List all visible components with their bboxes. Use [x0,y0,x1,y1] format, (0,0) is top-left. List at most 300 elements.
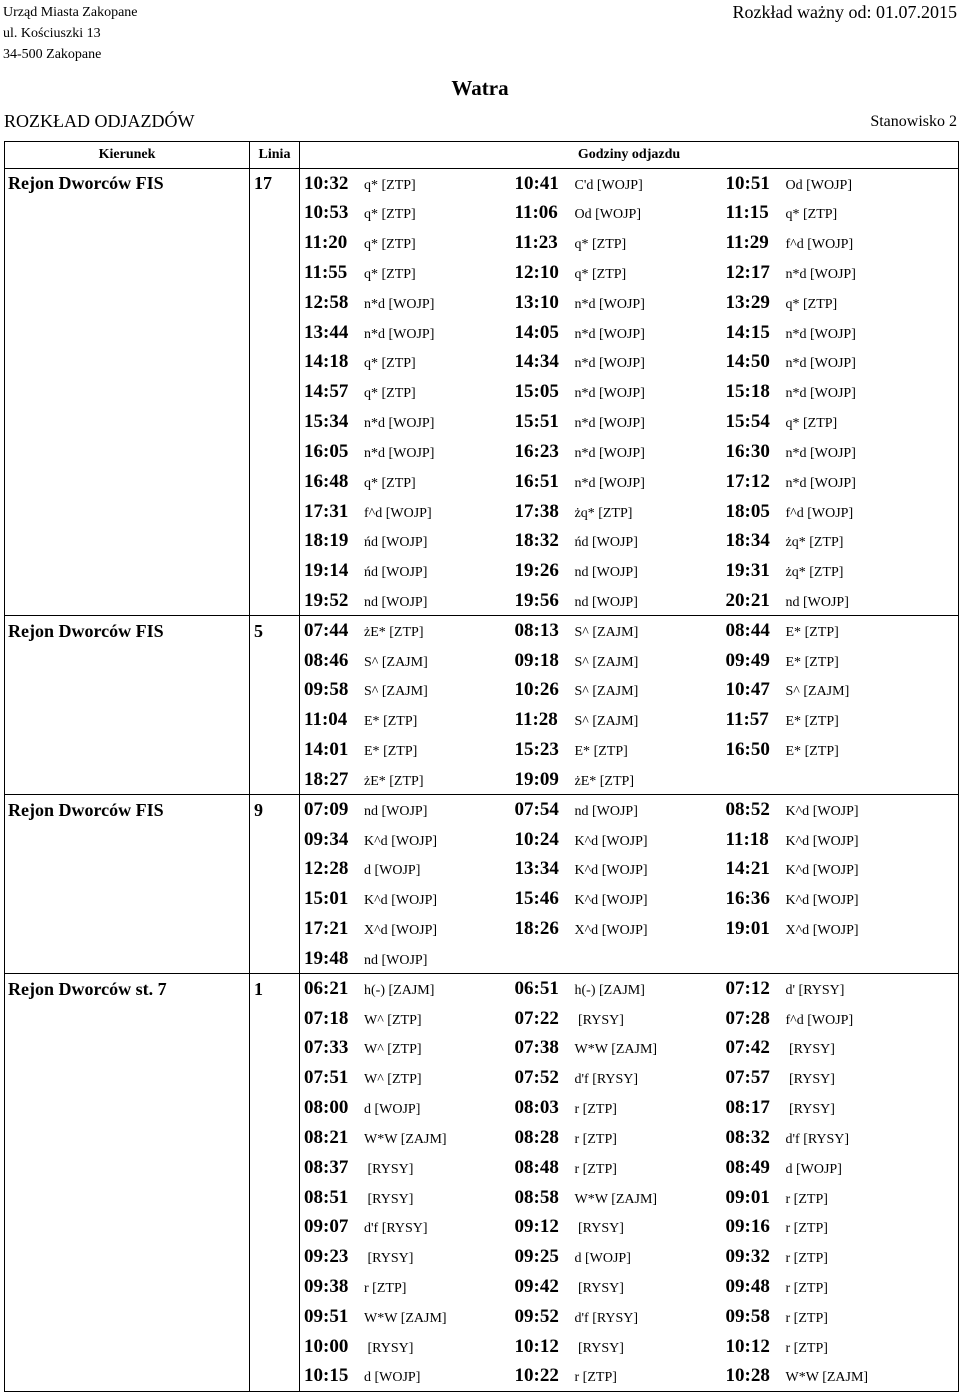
departure-time: 15:46 [514,888,559,910]
departure-time: 08:58 [514,1186,559,1208]
departures-table [4,141,959,1392]
line-number-cell [250,1212,300,1242]
departure-marks: h(-) [364,983,385,999]
operator-code: [ZTP] [381,386,416,402]
operator-code: [ZTP] [582,1131,617,1147]
operator-code: [ZAJM] [822,1370,869,1386]
line-number-cell [250,884,300,914]
departure-cell [511,1332,722,1362]
departure-time: 11:20 [304,232,348,254]
departure-time: 07:52 [514,1067,559,1089]
departure-marks: żq* [785,565,806,581]
table-row [5,1212,959,1242]
departure-marks: nd [785,594,800,610]
table-row [5,1242,959,1272]
operator-code: [WOJP] [592,535,638,551]
departure-cell [511,1093,722,1123]
operator-code: [WOJP] [388,326,435,342]
operator-code: [ZTP] [804,744,839,760]
line-number-cell [250,288,300,318]
departure-cell [722,288,959,318]
departure-marks: W^ [364,1072,384,1088]
line-number-cell: 5 [250,616,300,646]
operator-code: [WOJP] [601,893,648,909]
departure-cell [722,526,959,556]
line-number-cell [250,437,300,467]
operator-code: [RYSY] [798,983,845,999]
departure-time: 07:33 [304,1037,349,1059]
operator-code: [WOJP] [599,326,645,342]
operator-code: [WOJP] [810,356,856,372]
departure-marks: K^d [785,804,810,820]
office-name: Urząd Miasta Zakopane [3,5,138,20]
departure-cell [722,676,959,706]
stop-name: Watra [451,76,509,100]
departure-time: 08:46 [304,649,349,671]
departure-cell [722,914,959,944]
operator-code: [WOJP] [599,475,645,491]
departure-time: 10:28 [725,1365,770,1387]
departure-cell [300,497,511,527]
line-number-cell [250,586,300,616]
direction-cell [5,1272,250,1302]
departure-time: 13:29 [725,291,770,313]
departure-cell [300,407,511,437]
departure-cell [300,347,511,377]
operator-code: [ZTP] [804,714,839,730]
departure-marks: n*d [574,326,596,342]
departure-time: 15:23 [514,739,559,761]
table-row [5,1034,959,1064]
operator-code: [WOJP] [592,594,638,610]
operator-code: [WOJP] [391,893,438,909]
departure-time: 07:12 [725,978,770,1000]
operator-code: [WOJP] [385,505,432,521]
departure-time: 09:49 [725,649,770,671]
departure-marks: K^d [574,863,599,879]
departure-cell [300,1153,511,1183]
departure-cell [511,169,722,199]
operator-code: [WOJP] [601,833,648,849]
departure-cell [722,497,959,527]
departure-cell [300,705,511,735]
departure-time: 11:23 [514,232,558,254]
departure-time: 18:05 [725,500,770,522]
operator-code: [RYSY] [578,1012,624,1028]
operator-code: [WOJP] [599,356,645,372]
departure-marks: nd [574,594,589,610]
departure-marks: f^d [785,505,804,521]
office-city: 34-500 Zakopane [3,47,102,62]
office-street: ul. Kościuszki 13 [3,26,101,41]
table-row [5,198,959,228]
departure-marks: W*W [574,1042,608,1058]
departure-cell [511,467,722,497]
operator-code: [ZTP] [381,475,416,491]
departure-cell [511,646,722,676]
departure-time: 07:18 [304,1007,349,1029]
direction-cell [5,1034,250,1064]
operator-code: [ZTP] [381,237,416,253]
departure-time: 18:32 [514,530,559,552]
operator-code: [RYSY] [367,1251,414,1267]
line-number-cell [250,1093,300,1123]
departure-cell [511,735,722,765]
direction-cell [5,914,250,944]
operator-code: [WOJP] [374,1370,421,1386]
operator-code: [RYSY] [578,1281,624,1297]
departure-time: 09:16 [725,1216,770,1238]
departure-cell [511,705,722,735]
departure-time: 20:21 [725,589,770,611]
departure-time: 10:51 [725,172,770,194]
departure-time: 16:23 [514,440,559,462]
departure-marks: Od [574,207,592,223]
departure-time: 09:52 [514,1305,559,1327]
direction-cell: Rejon Dworców FIS [5,616,250,646]
departure-marks: d'f [364,1221,379,1237]
column-header-line: Linia [250,142,300,169]
direction-cell [5,347,250,377]
departure-time: 15:34 [304,411,349,433]
operator-code: [WOJP] [388,296,435,312]
table-row [5,437,959,467]
departure-time: 13:10 [514,291,559,313]
departure-marks: d'f [574,1072,589,1088]
departure-cell [722,1302,959,1332]
direction-cell [5,735,250,765]
operator-code: [ZAJM] [611,1191,658,1207]
departure-cell [511,437,722,467]
departure-cell [511,586,722,616]
operator-code: [ZTP] [803,296,838,312]
departure-cell [722,467,959,497]
direction-cell [5,765,250,795]
departure-cell [511,318,722,348]
departure-cell [300,258,511,288]
departure-marks: n*d [574,296,596,312]
table-row [5,1332,959,1362]
direction-cell [5,1212,250,1242]
departure-time: 07:44 [304,620,349,642]
departure-marks: X^d [364,923,388,939]
departure-marks: Od [785,177,803,193]
departure-time: 09:23 [304,1246,349,1268]
operator-code: [RYSY] [381,1221,428,1237]
departure-marks: E* [364,744,380,760]
departure-cell [511,765,722,795]
departure-time: 10:41 [514,172,559,194]
direction-cell [5,437,250,467]
direction-cell [5,1332,250,1362]
departure-cell [722,1004,959,1034]
office-address [3,2,138,65]
departure-time: 18:19 [304,530,349,552]
table-row [5,258,959,288]
departure-cell [511,616,722,646]
departure-time: 10:24 [514,828,559,850]
departure-cell [300,735,511,765]
departure-time: 09:51 [304,1305,349,1327]
departure-time: 19:14 [304,560,349,582]
departure-marks: żE* [574,773,597,789]
departure-cell [722,556,959,586]
departure-marks: r [785,1281,791,1297]
operator-code: [WOJP] [812,863,859,879]
departure-cell [300,1362,511,1392]
operator-code: [ZTP] [809,565,844,581]
departure-marks: E* [785,714,802,730]
platform-label: Stanowisko 2 [870,113,957,130]
departure-cell [722,705,959,735]
table-row [5,1063,959,1093]
operator-code: [WOJP] [595,207,642,223]
operator-code: [WOJP] [381,535,428,551]
departure-cell [511,198,722,228]
departure-cell [300,198,511,228]
departure-cell [722,377,959,407]
table-row [5,795,959,825]
departure-cell [722,407,959,437]
departure-time: 08:52 [725,799,770,821]
table-row [5,914,959,944]
operator-code: [ZTP] [372,1281,407,1297]
operator-code: [ZTP] [387,1072,422,1088]
departure-time: 16:50 [725,739,770,761]
departure-cell [511,825,722,855]
departure-time: 17:12 [725,470,770,492]
departure-marks: żE* [364,773,386,789]
departure-cell [511,407,722,437]
departure-marks: S^ [574,714,589,730]
departure-time: 08:44 [725,620,770,642]
departure-cell [511,1123,722,1153]
operator-code: [WOJP] [810,266,856,282]
departure-cell [300,944,511,974]
departure-cell [511,228,722,258]
table-row [5,169,959,199]
direction-cell [5,1242,250,1272]
departure-cell [722,646,959,676]
validity-date: Rozkład ważny od: 01.07.2015 [732,2,957,22]
departure-cell [722,169,959,199]
operator-code: [RYSY] [592,1310,639,1326]
departure-marks: nd [364,594,378,610]
departure-marks: C'd [574,177,594,193]
departure-cell [511,1034,722,1064]
departure-time: 12:28 [304,858,349,880]
departure-time: 19:31 [725,560,770,582]
line-number-cell [250,1123,300,1153]
departure-cell [300,1183,511,1213]
departure-marks: X^d [574,923,599,939]
departure-time: 06:21 [304,978,349,1000]
departure-time: 10:15 [304,1365,349,1387]
operator-code: [ZTP] [804,625,839,641]
departure-time: 10:00 [304,1335,349,1357]
departure-marks: r [574,1131,580,1147]
departure-cell [300,1093,511,1123]
departure-cell [300,467,511,497]
departure-time: 07:38 [514,1037,559,1059]
operator-code: [RYSY] [592,1072,639,1088]
operator-code: [ZTP] [582,1102,617,1118]
line-number-cell: 9 [250,795,300,825]
departure-cell [300,765,511,795]
table-row [5,735,959,765]
departure-time: 14:18 [304,351,349,373]
departure-marks: K^d [364,893,388,909]
departure-marks: n*d [785,326,807,342]
departure-marks: n*d [785,445,807,461]
departure-time: 08:21 [304,1126,349,1148]
departure-time: 16:36 [725,888,770,910]
line-number-cell [250,1332,300,1362]
departure-cell [300,646,511,676]
departure-time: 07:28 [725,1007,770,1029]
direction-cell [5,1093,250,1123]
line-number-cell [250,258,300,288]
departure-marks: S^ [574,684,589,700]
departure-cell [722,884,959,914]
operator-code: [WOJP] [599,296,645,312]
line-number-cell [250,646,300,676]
direction-cell [5,676,250,706]
operator-code: [ZTP] [793,1191,828,1207]
line-number-cell [250,347,300,377]
departure-marks: q* [364,266,378,282]
operator-code: [WOJP] [381,594,428,610]
column-header-departures: Godziny odjazdu [300,142,959,169]
departure-cell [511,1212,722,1242]
departure-time: 10:12 [725,1335,770,1357]
operator-code: [WOJP] [601,923,648,939]
departure-marks: n*d [785,386,807,402]
departure-time: 10:53 [304,202,349,224]
departure-time: 11:28 [514,709,558,731]
departure-time: 09:34 [304,828,349,850]
departure-cell [722,228,959,258]
operator-code: [ZAJM] [592,625,639,641]
departure-time: 15:18 [725,381,770,403]
departure-time: 19:09 [514,768,559,790]
departure-marks: q* [574,266,589,282]
departure-marks: W^ [364,1042,384,1058]
departure-time: 09:18 [514,649,559,671]
table-row [5,944,959,974]
direction-cell [5,1362,250,1392]
departure-cell [722,1212,959,1242]
departure-cell [722,318,959,348]
departure-cell [300,1242,511,1272]
departure-cell [722,825,959,855]
direction-cell [5,556,250,586]
direction-cell [5,1063,250,1093]
departure-time: 09:12 [514,1216,559,1238]
operator-code: [WOJP] [810,386,856,402]
operator-code: [WOJP] [807,237,854,253]
line-number-cell [250,407,300,437]
departure-cell [722,1034,959,1064]
departure-cell [300,855,511,885]
departure-marks: X^d [785,923,810,939]
operator-code: [WOJP] [592,565,638,581]
departure-cell [511,1004,722,1034]
departure-time: 14:21 [725,858,770,880]
table-row [5,1093,959,1123]
departure-time: 19:56 [514,589,559,611]
departure-cell [722,795,959,825]
departure-cell [722,765,959,795]
departure-time: 19:01 [725,918,770,940]
operator-code: [WOJP] [796,1161,842,1177]
direction-cell [5,646,250,676]
departure-marks: S^ [574,654,589,670]
departure-time: 14:50 [725,351,770,373]
departure-time: 10:47 [725,679,770,701]
departure-time: 10:32 [304,172,349,194]
departure-marks: S^ [574,625,589,641]
departure-time: 09:32 [725,1246,770,1268]
departure-marks: E* [364,714,380,730]
schedule-title: ROZKŁAD ODJAZDÓW [4,111,195,131]
direction-cell [5,705,250,735]
departure-cell [511,1063,722,1093]
table-row [5,855,959,885]
departure-time: 09:01 [725,1186,770,1208]
line-number-cell [250,556,300,586]
departure-time: 08:00 [304,1097,349,1119]
departure-time: 15:51 [514,411,559,433]
departure-time: 17:31 [304,500,349,522]
departure-marks: q* [785,416,800,432]
departure-time: 09:07 [304,1216,349,1238]
departure-time: 16:05 [304,440,349,462]
departure-marks: r [574,1161,580,1177]
departure-cell [300,437,511,467]
departure-marks: W*W [364,1131,398,1147]
operator-code: [ZTP] [592,237,627,253]
departure-time: 07:54 [514,799,559,821]
operator-code: [ZAJM] [592,714,639,730]
operator-code: [RYSY] [789,1042,835,1058]
departure-time: 08:48 [514,1156,559,1178]
operator-code: [ZTP] [793,1340,828,1356]
line-number-cell [250,944,300,974]
operator-code: [ZTP] [389,773,424,789]
departure-time: 07:51 [304,1067,349,1089]
departure-marks: d'f [574,1310,589,1326]
departure-time: 11:15 [725,202,769,224]
departure-cell [300,586,511,616]
departure-time: 10:12 [514,1335,559,1357]
operator-code: [ZAJM] [400,1131,447,1147]
table-row [5,884,959,914]
operator-code: [WOJP] [596,177,643,193]
departure-time: 14:01 [304,739,349,761]
departure-time: 10:22 [514,1365,559,1387]
departure-marks: K^d [574,893,599,909]
operator-code: [RYSY] [578,1340,624,1356]
departure-cell [511,347,722,377]
departure-time: 19:52 [304,589,349,611]
departure-marks: nd [574,565,589,581]
departure-time: 07:57 [725,1067,770,1089]
departure-marks: K^d [364,833,388,849]
departure-marks: K^d [785,833,810,849]
departure-marks: n*d [574,416,596,432]
line-number-cell [250,1362,300,1392]
